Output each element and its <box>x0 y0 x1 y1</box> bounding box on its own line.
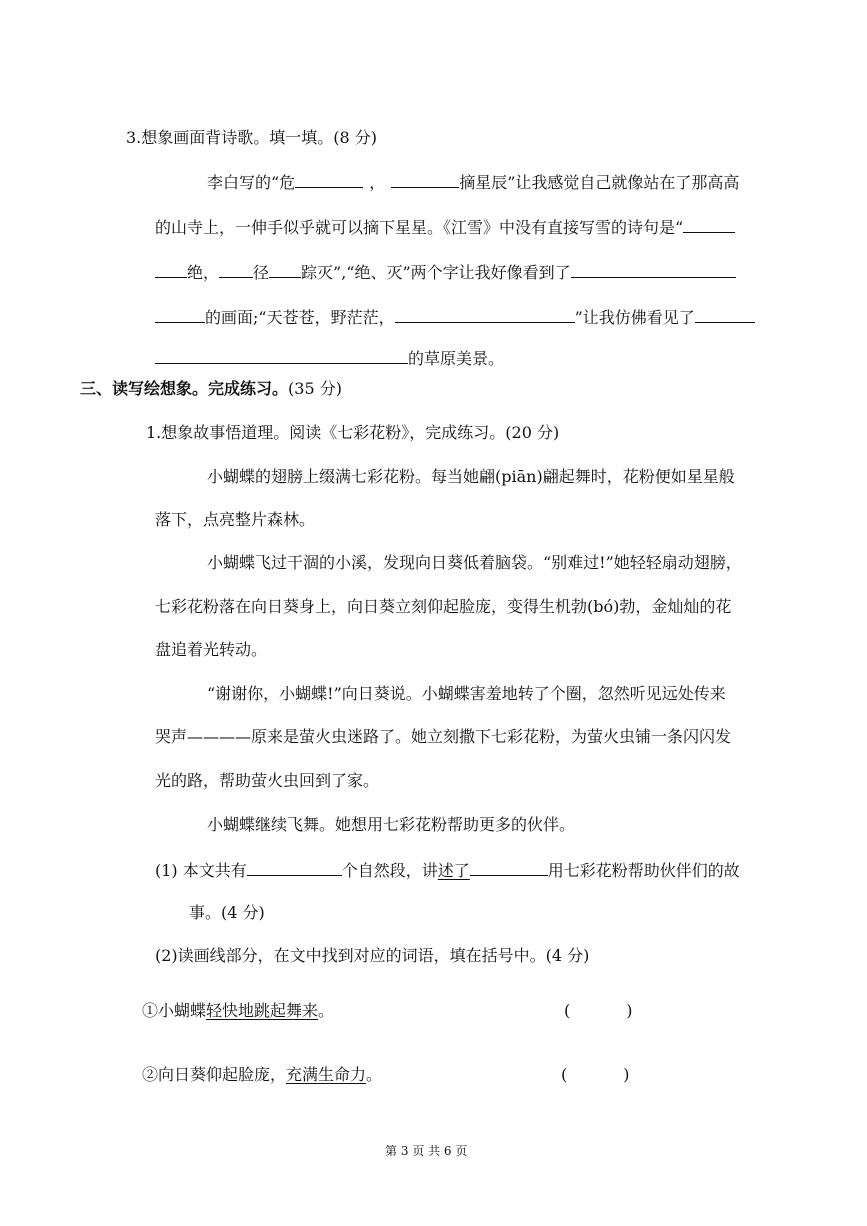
blank[interactable] <box>155 305 205 323</box>
blank[interactable] <box>683 215 735 233</box>
paragraph-line: 哭声————原来是萤火虫迷路了。她立刻撒下七彩花粉，为萤火虫铺一条闪闪发 <box>155 727 732 746</box>
paragraph-line: 小蝴蝶飞过干涸的小溪，发现向日葵低着脑袋。“别难过!”她轻轻扇动翅膀， <box>207 553 742 572</box>
q3-line2: 的山寺上，一伸手似乎就可以摘下星星。《江雪》中没有直接写雪的诗句是“ <box>155 215 735 239</box>
q3-line4: 的画面;“天苍苍，野茫茫， ”让我仿佛看见了 <box>155 305 755 329</box>
answer-parens[interactable]: ( ) <box>564 1001 633 1020</box>
blank[interactable] <box>695 305 755 323</box>
q3-title: 3.想象画面背诗歌。填一填。(8 分) <box>126 128 378 147</box>
paragraph-line: 小蝴蝶继续飞舞。她想用七彩花粉帮助更多的伙伴。 <box>207 815 576 834</box>
paragraph-line: 落下，点亮整片森林。 <box>155 510 316 529</box>
blank[interactable] <box>247 858 342 876</box>
sub-question-1: (1) 本文共有 个自然段，讲述了 用七彩花粉帮助伙伴们的故 <box>155 858 740 882</box>
paragraph-line: 小蝴蝶的翅膀上缀满七彩花粉。每当她翩(piān)翩起舞时，花粉便如星星般 <box>207 467 735 486</box>
q1-title: 1.想象故事悟道理。阅读《七彩花粉》，完成练习。(20 分) <box>146 423 560 442</box>
paragraph-line: “谢谢你，小蝴蝶!”向日葵说。小蝴蝶害羞地转了个圈，忽然听见远处传来 <box>207 684 726 703</box>
page-footer: 第 3 页 共 6 页 <box>385 1144 468 1158</box>
section-heading: 三、读写绘想象。完成练习。(35 分) <box>80 379 342 398</box>
q3-line3: 绝， 径 踪灭”,“绝、灭”两个字让我好像看到了 <box>155 260 736 284</box>
item-2: ②向日葵仰起脸庞，充满生命力。 <box>142 1065 383 1084</box>
answer-parens[interactable]: ( ) <box>561 1065 630 1084</box>
q3-line1: 李白写的“危 ， 摘星辰”让我感觉自己就像站在了那高高 <box>207 170 739 194</box>
blank[interactable] <box>155 260 187 278</box>
paragraph-line: 七彩花粉落在向日葵身上，向日葵立刻仰起脸庞，变得生机勃(bó)勃，金灿灿的花 <box>155 597 732 616</box>
blank[interactable] <box>571 260 736 278</box>
blank[interactable] <box>219 260 253 278</box>
sub-question-1-cont: 事。(4 分) <box>189 903 265 922</box>
blank[interactable] <box>295 170 363 188</box>
item-1: ①小蝴蝶轻快地跳起舞来。 <box>142 1001 335 1020</box>
blank[interactable] <box>391 170 459 188</box>
blank[interactable] <box>470 858 548 876</box>
blank[interactable] <box>155 346 408 364</box>
sub-question-2: (2)读画线部分，在文中找到对应的词语，填在括号中。(4 分) <box>155 946 590 965</box>
blank[interactable] <box>395 305 575 323</box>
q3-line5: 的草原美景。 <box>155 346 504 370</box>
paragraph-line: 盘追着光转动。 <box>155 640 268 659</box>
paragraph-line: 光的路，帮助萤火虫回到了家。 <box>155 771 380 790</box>
blank[interactable] <box>269 260 301 278</box>
